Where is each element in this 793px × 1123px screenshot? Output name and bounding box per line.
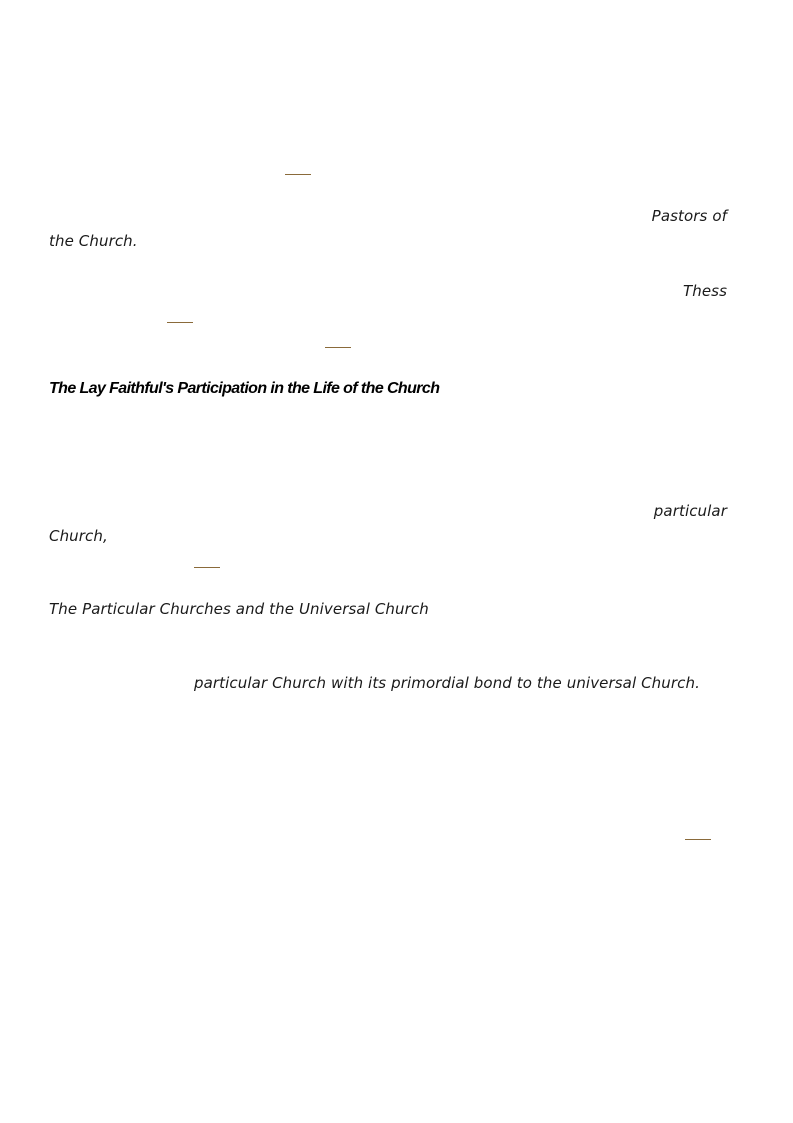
footnote-link-rule[interactable] (325, 347, 351, 348)
text-fragment-the-church: the Church. (49, 232, 138, 250)
text-fragment-primordial-bond: particular Church with its primordial bond to the universal Church. (194, 674, 700, 692)
footnote-link-rule[interactable] (194, 567, 220, 568)
footnote-link-rule[interactable] (685, 839, 711, 840)
section-heading: The Lay Faithful's Participation in the Life of the Church (49, 380, 440, 397)
footnote-link-rule[interactable] (167, 322, 193, 323)
subsection-heading: The Particular Churches and the Universal Church (49, 600, 429, 618)
text-fragment-pastors-of: Pastors of (651, 207, 727, 225)
text-fragment-particular: particular (653, 502, 727, 520)
text-fragment-church-comma: Church, (49, 527, 108, 545)
footnote-link-rule[interactable] (285, 174, 311, 175)
text-fragment-thess: Thess (682, 282, 727, 300)
